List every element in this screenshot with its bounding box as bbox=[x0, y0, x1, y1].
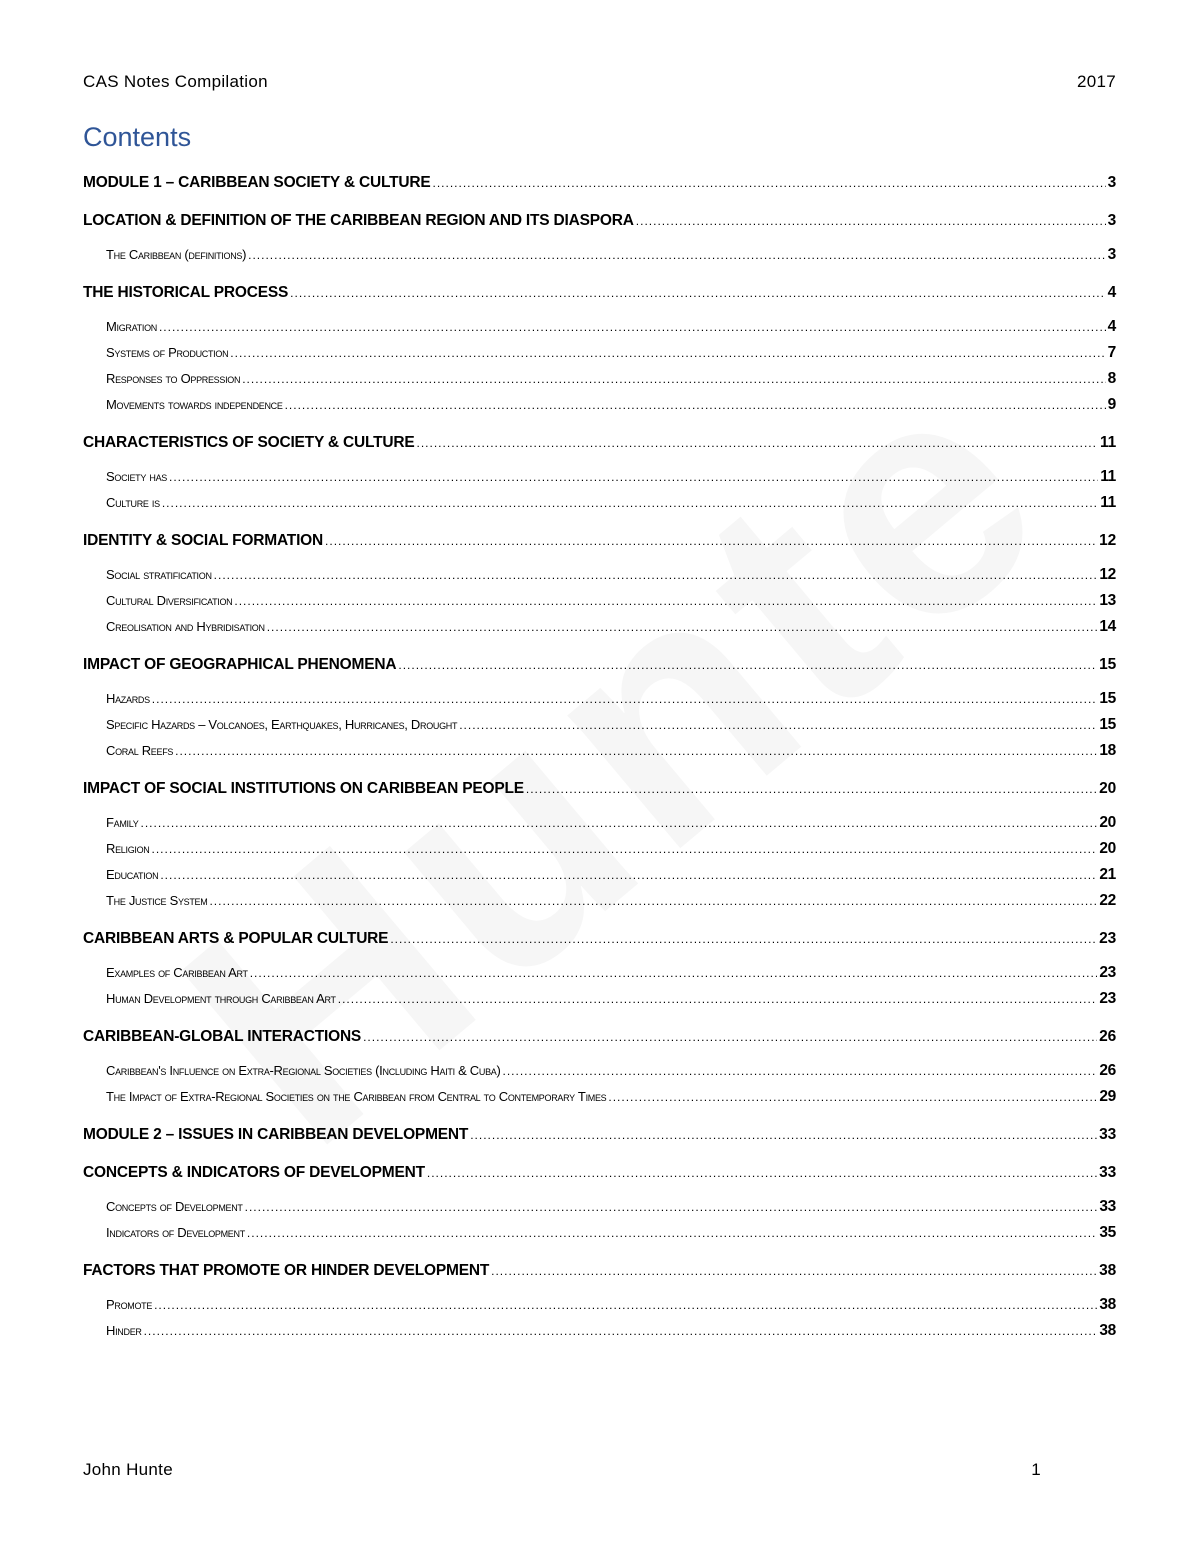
toc-entry-page: 29 bbox=[1099, 1088, 1116, 1105]
toc-subsection-link[interactable] bbox=[83, 340, 1116, 366]
toc-dot-leader bbox=[427, 1164, 1097, 1182]
toc-entry-title: MODULE 2 – ISSUES IN CARIBBEAN DEVELOPMENT bbox=[83, 1126, 469, 1143]
toc-dot-leader bbox=[245, 1194, 1098, 1220]
toc-subsection-link[interactable] bbox=[83, 836, 1116, 862]
toc-subsection-link[interactable] bbox=[83, 1220, 1116, 1246]
toc-section-link[interactable] bbox=[83, 208, 1116, 234]
toc-entry-title: Coral Reefs bbox=[106, 743, 174, 758]
toc-entry-title: IDENTITY & SOCIAL FORMATION bbox=[83, 532, 324, 549]
toc-entry-page: 38 bbox=[1099, 1262, 1116, 1279]
page-header bbox=[83, 72, 1116, 92]
toc-section-link[interactable] bbox=[83, 1258, 1116, 1284]
toc-entry-title: Hazards bbox=[106, 691, 150, 706]
toc-entry-page: 21 bbox=[1099, 866, 1116, 883]
toc-dot-leader bbox=[144, 1318, 1098, 1344]
toc-entry-title: IMPACT OF GEOGRAPHICAL PHENOMENA bbox=[83, 656, 397, 673]
header-year: 2017 bbox=[1076, 72, 1116, 91]
toc-dot-leader bbox=[285, 392, 1106, 418]
toc-dot-leader bbox=[152, 836, 1098, 862]
toc-subsection-link[interactable] bbox=[83, 490, 1116, 516]
toc-dot-leader bbox=[242, 366, 1105, 392]
toc-entry-title: Specific Hazards – Volcanoes, Earthquakes, Hurricanes, Drought bbox=[106, 717, 458, 732]
toc-dot-leader bbox=[154, 1292, 1097, 1318]
toc-dot-leader bbox=[160, 862, 1097, 888]
toc-dot-leader bbox=[526, 780, 1097, 798]
toc-entry-page: 20 bbox=[1099, 780, 1116, 797]
toc-subsection-link[interactable] bbox=[83, 464, 1116, 490]
toc-subsection-link[interactable] bbox=[83, 1058, 1116, 1084]
toc-entry-page: 23 bbox=[1099, 990, 1116, 1007]
toc-entry-page: 3 bbox=[1107, 212, 1116, 229]
toc-subsection-link[interactable] bbox=[83, 1084, 1116, 1110]
toc-dot-leader bbox=[398, 656, 1097, 674]
toc-entry-title: IMPACT OF SOCIAL INSTITUTIONS ON CARIBBEAN PEOPLE bbox=[83, 780, 524, 797]
toc-dot-leader bbox=[140, 810, 1097, 836]
toc-entry-page: 33 bbox=[1099, 1164, 1116, 1181]
toc-entry-title: Indicators of Development bbox=[106, 1225, 245, 1240]
toc-entry-page: 20 bbox=[1099, 840, 1116, 857]
toc-dot-leader bbox=[230, 340, 1105, 366]
toc-subsection-link[interactable] bbox=[83, 614, 1116, 640]
toc-entry-title: FACTORS THAT PROMOTE OR HINDER DEVELOPMENT bbox=[83, 1262, 490, 1279]
toc-entry-title: Movements towards independence bbox=[106, 397, 283, 412]
toc-entry-page: 3 bbox=[1107, 174, 1116, 191]
toc-dot-leader bbox=[433, 174, 1106, 192]
toc-entry-page: 26 bbox=[1099, 1028, 1116, 1045]
toc-dot-leader bbox=[247, 1220, 1097, 1246]
toc-dot-leader bbox=[363, 1028, 1097, 1046]
toc-entry-page: 7 bbox=[1107, 344, 1116, 361]
toc-entry-title: The Justice System bbox=[106, 893, 208, 908]
toc-dot-leader bbox=[267, 614, 1098, 640]
toc-entry-page: 35 bbox=[1099, 1224, 1116, 1241]
toc-section-link[interactable] bbox=[83, 926, 1116, 952]
toc-dot-leader bbox=[250, 960, 1098, 986]
toc-dot-leader bbox=[470, 1126, 1097, 1144]
toc-entry-page: 14 bbox=[1099, 618, 1116, 635]
toc-dot-leader bbox=[417, 434, 1098, 452]
toc-entry-title: Social stratification bbox=[106, 567, 212, 582]
toc-dot-leader bbox=[325, 532, 1097, 550]
toc-entry-page: 18 bbox=[1099, 742, 1116, 759]
toc-entry-page: 15 bbox=[1099, 656, 1116, 673]
page-footer bbox=[83, 1460, 1041, 1480]
toc-entry-page: 26 bbox=[1099, 1062, 1116, 1079]
toc-dot-leader bbox=[248, 242, 1106, 268]
toc-entry-title: Responses to Oppression bbox=[106, 371, 241, 386]
table-of-contents bbox=[83, 170, 1116, 1344]
toc-section-link[interactable] bbox=[83, 652, 1116, 678]
toc-dot-leader bbox=[169, 464, 1098, 490]
toc-entry-title: THE HISTORICAL PROCESS bbox=[83, 284, 289, 301]
toc-section-link[interactable] bbox=[83, 776, 1116, 802]
toc-dot-leader bbox=[234, 588, 1097, 614]
toc-entry-page: 12 bbox=[1099, 532, 1116, 549]
footer-page-number: 1 bbox=[1031, 1460, 1041, 1479]
toc-dot-leader bbox=[209, 888, 1097, 914]
toc-dot-leader bbox=[503, 1058, 1098, 1084]
toc-subsection-link[interactable] bbox=[83, 960, 1116, 986]
toc-subsection-link[interactable] bbox=[83, 366, 1116, 392]
toc-subsection-link[interactable] bbox=[83, 1194, 1116, 1220]
toc-entry-title: CARIBBEAN-GLOBAL INTERACTIONS bbox=[83, 1028, 362, 1045]
toc-entry-page: 15 bbox=[1099, 690, 1116, 707]
toc-entry-page: 8 bbox=[1107, 370, 1116, 387]
toc-entry-title: CARIBBEAN ARTS & POPULAR CULTURE bbox=[83, 930, 389, 947]
toc-entry-page: 20 bbox=[1099, 814, 1116, 831]
toc-entry-page: 38 bbox=[1099, 1322, 1116, 1339]
toc-entry-title: CONCEPTS & INDICATORS OF DEVELOPMENT bbox=[83, 1164, 425, 1181]
toc-subsection-link[interactable] bbox=[83, 588, 1116, 614]
toc-entry-page: 11 bbox=[1100, 434, 1116, 451]
toc-entry-page: 4 bbox=[1107, 284, 1116, 301]
toc-section-link[interactable] bbox=[83, 528, 1116, 554]
toc-entry-title: Examples of Caribbean Art bbox=[106, 965, 248, 980]
toc-dot-leader bbox=[390, 930, 1097, 948]
toc-subsection-link[interactable] bbox=[83, 986, 1116, 1012]
toc-subsection-link[interactable] bbox=[83, 712, 1116, 738]
toc-entry-page: 15 bbox=[1099, 716, 1116, 733]
toc-subsection-link[interactable] bbox=[83, 810, 1116, 836]
toc-entry-title: Family bbox=[106, 815, 139, 830]
toc-section-link[interactable] bbox=[83, 170, 1116, 196]
toc-entry-page: 11 bbox=[1100, 494, 1116, 511]
toc-entry-title: Education bbox=[106, 867, 159, 882]
toc-section-link[interactable] bbox=[83, 280, 1116, 306]
toc-dot-leader bbox=[159, 314, 1106, 340]
toc-entry-page: 9 bbox=[1107, 396, 1116, 413]
toc-entry-title: Caribbean's Influence on Extra-Regional Societies (Including Haiti & Cuba) bbox=[106, 1063, 501, 1078]
toc-subsection-link[interactable] bbox=[83, 738, 1116, 764]
toc-section-link[interactable] bbox=[83, 1122, 1116, 1148]
toc-entry-title: LOCATION & DEFINITION OF THE CARIBBEAN REGION AND ITS DIASPORA bbox=[83, 212, 634, 229]
toc-entry-title: Systems of Production bbox=[106, 345, 229, 360]
toc-dot-leader bbox=[491, 1262, 1097, 1280]
toc-subsection-link[interactable] bbox=[83, 392, 1116, 418]
toc-dot-leader bbox=[636, 212, 1106, 230]
toc-entry-page: 3 bbox=[1107, 246, 1116, 263]
toc-section-link[interactable] bbox=[83, 1160, 1116, 1186]
toc-dot-leader bbox=[162, 490, 1098, 516]
toc-entry-title: Culture is bbox=[106, 495, 160, 510]
toc-entry-title: MODULE 1 – CARIBBEAN SOCIETY & CULTURE bbox=[83, 174, 431, 191]
toc-entry-page: 11 bbox=[1100, 468, 1116, 485]
toc-subsection-link[interactable] bbox=[83, 862, 1116, 888]
toc-entry-title: Creolisation and Hybridisation bbox=[106, 619, 265, 634]
toc-entry-page: 22 bbox=[1099, 892, 1116, 909]
toc-entry-page: 12 bbox=[1099, 566, 1116, 583]
toc-entry-page: 13 bbox=[1099, 592, 1116, 609]
toc-entry-title: Cultural Diversification bbox=[106, 593, 233, 608]
toc-entry-page: 23 bbox=[1099, 964, 1116, 981]
toc-subsection-link[interactable] bbox=[83, 242, 1116, 268]
toc-dot-leader bbox=[459, 712, 1097, 738]
toc-section-link[interactable] bbox=[83, 1024, 1116, 1050]
toc-subsection-link[interactable] bbox=[83, 686, 1116, 712]
toc-entry-page: 38 bbox=[1099, 1296, 1116, 1313]
toc-entry-title: CHARACTERISTICS OF SOCIETY & CULTURE bbox=[83, 434, 415, 451]
toc-dot-leader bbox=[175, 738, 1097, 764]
toc-entry-title: Concepts of Development bbox=[106, 1199, 243, 1214]
header-title: CAS Notes Compilation bbox=[83, 72, 268, 91]
toc-entry-title: The Impact of Extra-Regional Societies on the Caribbean from Central to Contemporary Times bbox=[106, 1089, 607, 1104]
toc-subsection-link[interactable] bbox=[83, 1318, 1116, 1344]
toc-dot-leader bbox=[152, 686, 1098, 712]
toc-entry-title: Human Development through Caribbean Art bbox=[106, 991, 336, 1006]
toc-entry-title: Hinder bbox=[106, 1323, 142, 1338]
toc-entry-page: 4 bbox=[1107, 318, 1116, 335]
toc-entry-title: Migration bbox=[106, 319, 157, 334]
toc-subsection-link[interactable] bbox=[83, 1292, 1116, 1318]
toc-entry-page: 33 bbox=[1099, 1126, 1116, 1143]
toc-dot-leader bbox=[290, 284, 1105, 302]
toc-subsection-link[interactable] bbox=[83, 888, 1116, 914]
toc-entry-page: 33 bbox=[1099, 1198, 1116, 1215]
toc-entry-title: The Caribbean (definitions) bbox=[106, 247, 247, 262]
toc-entry-title: Promote bbox=[106, 1297, 153, 1312]
toc-subsection-link[interactable] bbox=[83, 314, 1116, 340]
toc-section-link[interactable] bbox=[83, 430, 1116, 456]
toc-entry-page: 23 bbox=[1099, 930, 1116, 947]
toc-dot-leader bbox=[608, 1084, 1097, 1110]
contents-heading: Contents bbox=[83, 122, 192, 152]
toc-subsection-link[interactable] bbox=[83, 562, 1116, 588]
toc-entry-title: Society has bbox=[106, 469, 167, 484]
footer-author: John Hunte bbox=[83, 1460, 173, 1479]
toc-dot-leader bbox=[338, 986, 1098, 1012]
toc-dot-leader bbox=[214, 562, 1098, 588]
toc-entry-title: Religion bbox=[106, 841, 150, 856]
